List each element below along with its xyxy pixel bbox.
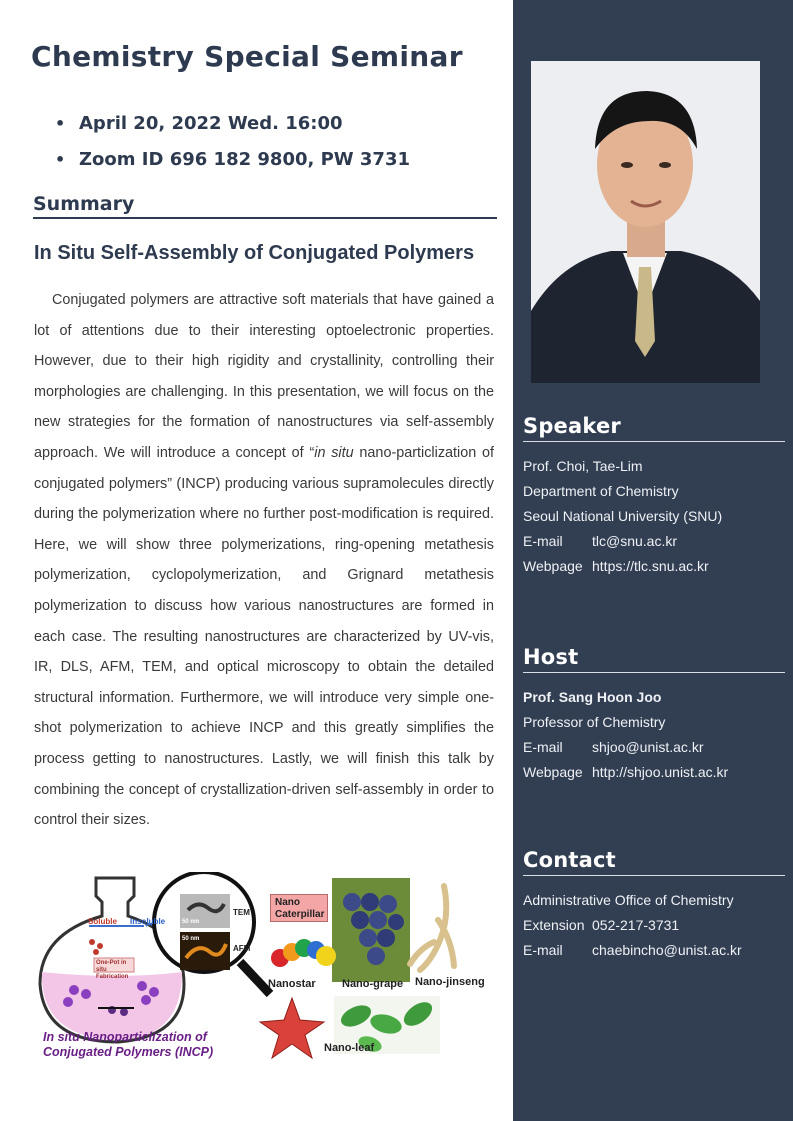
nano-jinseng-label: Nano-jinseng bbox=[415, 976, 485, 988]
speaker-email-row: E-mail tlc@snu.ac.kr bbox=[523, 533, 678, 549]
speaker-heading: Speaker bbox=[523, 414, 785, 442]
nano-caterpillar-label: Nano Caterpillar bbox=[270, 894, 328, 922]
bullet-icon: • bbox=[55, 150, 66, 169]
incp-figure bbox=[34, 872, 494, 1062]
nanostar-label: Nanostar bbox=[268, 978, 316, 990]
bullet-icon: • bbox=[55, 114, 66, 133]
talk-title: In Situ Self-Assembly of Conjugated Polymers bbox=[34, 242, 475, 264]
event-date: • April 20, 2022 Wed. 16:00 bbox=[55, 111, 410, 147]
contact-email-row: E-mail chaebincho@unist.ac.kr bbox=[523, 942, 742, 958]
afm-scale: 50 nm bbox=[182, 936, 200, 942]
contact-section bbox=[523, 848, 785, 963]
speaker-department: Department of Chemistry bbox=[523, 483, 679, 499]
zoom-info: • Zoom ID 696 182 9800, PW 3731 bbox=[55, 147, 410, 183]
summary-heading: Summary bbox=[33, 193, 497, 219]
soluble-label: Soluble bbox=[88, 917, 117, 926]
event-details bbox=[55, 111, 410, 183]
nano-grape-label: Nano-grape bbox=[342, 978, 404, 990]
contact-ext: 052-217-3731 bbox=[592, 917, 680, 933]
speaker-university: Seoul National University (SNU) bbox=[523, 508, 723, 524]
host-role: Professor of Chemistry bbox=[523, 714, 666, 730]
incp-caption: In situ Nanoparticlization of Conjugated Polymers (INCP) bbox=[43, 1030, 214, 1059]
afm-label: AFM bbox=[233, 944, 251, 953]
host-email-row: E-mail shjoo@unist.ac.kr bbox=[523, 739, 704, 755]
contact-ext-row: Extension 052-217-3731 bbox=[523, 917, 680, 933]
host-name: Prof. Sang Hoon Joo bbox=[523, 689, 662, 705]
speaker-name: Prof. Choi, Tae-Lim bbox=[523, 458, 643, 474]
tem-label: TEM bbox=[233, 908, 250, 917]
contact-office: Administrative Office of Chemistry bbox=[523, 892, 734, 908]
tem-scale: 50 nm bbox=[182, 919, 200, 925]
host-web-row: Webpage http://shjoo.unist.ac.kr bbox=[523, 764, 729, 780]
abstract-text: Conjugated polymers are attractive soft materials that have gained a lot of attentions due to their interesting optoelectronic properties. However, due to their high rigidity and crystallinity, controlling their morphologies are challenging. In this presentation, we will focus on the new strategies for the formation of nanostructures via self-assembly approach. We will introduce a concept of “in situ nano-particlization of conjugated polymers” (INCP) producing various supramolecules directly during the polymerization where no further post-modification is required. Here, we will show three polymerizations, ring-opening metathesis polymerization, cyclopolymerization, and Grignard metathesis polymerization to discuss how various nanostructures are formed in each case. The resulting nanostructures are characterized by UV-vis, IR, DLS, AFM, TEM, and optical microscopy to obtain the detailed structural information. Furthermore, we will introduce very simple one-shot polymerization to achieve INCP and this greatly simplifies the process getting to nanostructures. Lastly, we will finish this talk by combining the concept of crystallization-driven self-assembly in order to control their sizes. bbox=[34, 292, 495, 829]
host-heading: Host bbox=[523, 645, 785, 673]
host-email-link[interactable]: shjoo@unist.ac.kr bbox=[592, 739, 704, 755]
seminar-title: Chemistry Special Seminar bbox=[31, 40, 463, 73]
speaker-web-link[interactable]: https://tlc.snu.ac.kr bbox=[592, 558, 709, 574]
host-section bbox=[523, 645, 785, 785]
speaker-web-row: Webpage https://tlc.snu.ac.kr bbox=[523, 558, 709, 574]
contact-heading: Contact bbox=[523, 848, 785, 876]
contact-email-link[interactable]: chaebincho@unist.ac.kr bbox=[592, 942, 742, 958]
speaker-portrait bbox=[531, 61, 760, 383]
speaker-section bbox=[523, 414, 785, 579]
insoluble-label: Insoluble bbox=[130, 917, 166, 926]
nano-leaf-label: Nano-leaf bbox=[324, 1042, 375, 1054]
speaker-photo bbox=[531, 61, 760, 383]
speaker-email-link[interactable]: tlc@snu.ac.kr bbox=[592, 533, 678, 549]
host-web-link[interactable]: http://shjoo.unist.ac.kr bbox=[592, 764, 729, 780]
one-pot-label: One-Pot in situ Fabrication bbox=[96, 960, 129, 980]
